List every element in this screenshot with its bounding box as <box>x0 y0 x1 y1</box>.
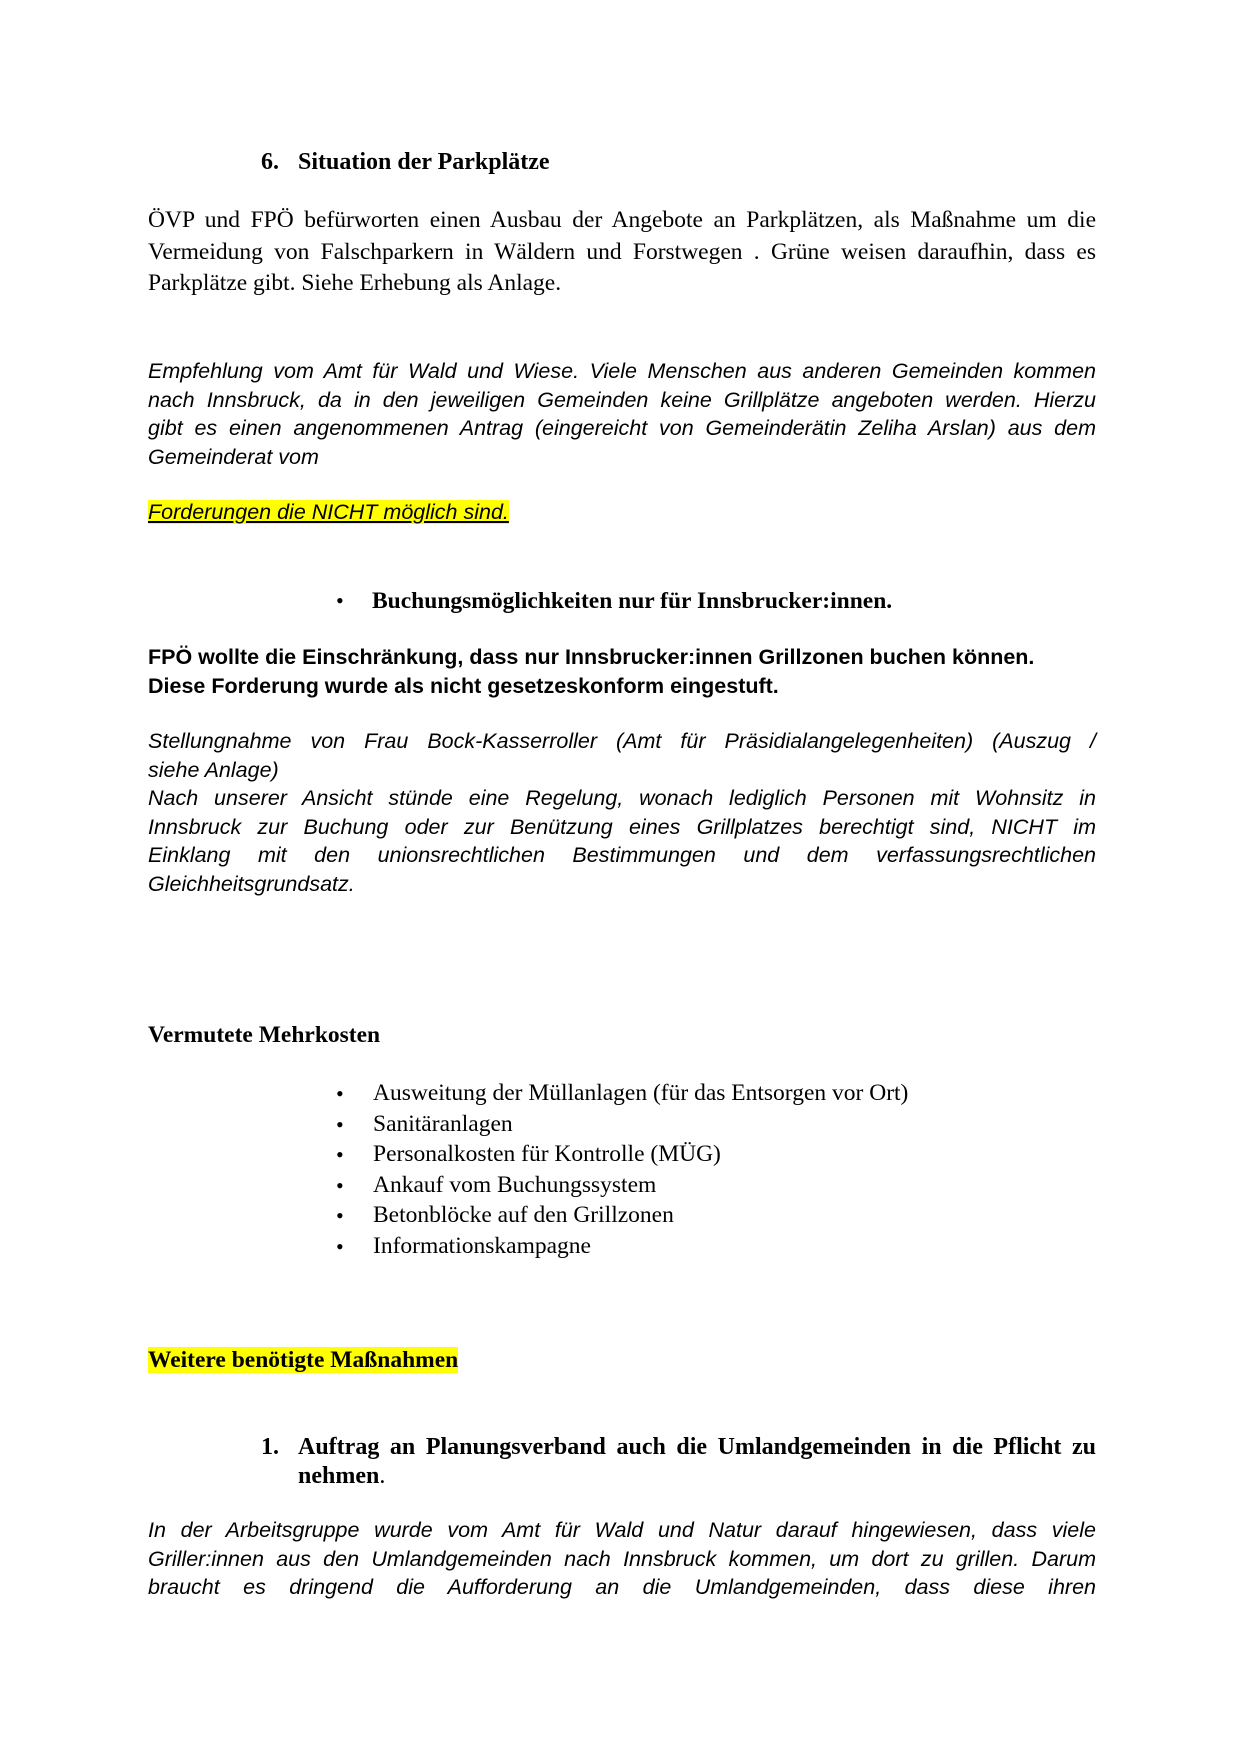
paragraph-line: braucht es dringend die Aufforderung an die Umlandgemeinden, dass diese ihren <box>148 1575 1096 1599</box>
item-title-line: Auftrag an Planungsverband auch die Umlandgemeinden in die Pflicht zu <box>298 1434 1096 1460</box>
not-possible-label-text: Forderungen die NICHT möglich sind. <box>148 500 509 524</box>
section-title: Situation der Parkplätze <box>298 149 550 175</box>
list-item-text: Ankauf vom Buchungssystem <box>373 1172 657 1198</box>
list-item <box>336 1231 1096 1262</box>
list-item-text: Personalkosten für Kontrolle (MÜG) <box>373 1141 721 1167</box>
bullet-dot: • <box>336 1081 344 1106</box>
not-possible-label <box>148 498 509 526</box>
paragraph-line: Vermeidung von Falschparkern in Wäldern und Forstwegen . Grüne weisen daraufhin, dass es <box>148 238 1096 265</box>
paragraph-line: FPÖ wollte die Einschränkung, dass nur Innsbrucker:innen Grillzonen buchen können. <box>148 645 1035 669</box>
paragraph-line: Parkplätze gibt. Siehe Erhebung als Anlage. <box>148 270 562 296</box>
bullet-dot: • <box>336 1112 344 1137</box>
paragraph-line: Griller:innen aus den Umlandgemeinden nach Innsbruck kommen, um dort zu grillen. Darum <box>148 1546 1096 1571</box>
measures-body <box>148 1516 1096 1602</box>
bullet-dot: • <box>336 1234 344 1259</box>
list-item-text: Informationskampagne <box>373 1233 591 1259</box>
item-title-end: . <box>379 1463 386 1489</box>
item-title <box>298 1433 1096 1491</box>
section-number: 6. <box>261 149 279 175</box>
paragraph-line: Diese Forderung wurde als nicht gesetzeskonform eingestuft. <box>148 673 779 698</box>
booking-heading: Buchungsmöglichkeiten nur für Innsbrucker:innen. <box>372 588 893 614</box>
paragraph-line: Nach unserer Ansicht stünde eine Regelung, wonach lediglich Personen mit Wohnsitz in <box>148 786 1096 810</box>
measures-heading <box>148 1346 458 1375</box>
bullet-dot: • <box>336 1173 344 1198</box>
paragraph-line: nach Innsbruck, da in den jeweiligen Gemeinden keine Grillplätze angeboten werden. Hierzu <box>148 387 1096 412</box>
costs-heading: Vermutete Mehrkosten <box>148 1022 381 1048</box>
list-item <box>336 1139 1096 1170</box>
item-title-line: nehmen <box>298 1463 380 1489</box>
legal-statement <box>148 727 1096 898</box>
paragraph-line: In der Arbeitsgruppe wurde vom Amt für Wald und Natur darauf hingewiesen, dass viele <box>148 1518 1096 1542</box>
bullet-dot: • <box>336 588 344 613</box>
list-item <box>336 1170 1096 1201</box>
item-number: 1. <box>261 1434 279 1460</box>
paragraph-line: ÖVP und FPÖ befürworten einen Ausbau der Angebote an Parkplätzen, als Maßnahme um die <box>148 207 1096 233</box>
bullet-dot: • <box>336 1142 344 1167</box>
paragraph-line: Innsbruck zur Buchung oder zur Benützung eines Grillplatzes berechtigt sind, NICHT im <box>148 814 1096 839</box>
measures-heading-text: Weitere benötigte Maßnahmen <box>148 1347 459 1373</box>
section6-paragraph <box>148 205 1096 300</box>
list-item <box>336 1078 1096 1109</box>
list-item-text: Ausweitung der Müllanlagen (für das Entsorgen vor Ort) <box>373 1080 909 1106</box>
fpo-statement <box>148 643 1096 700</box>
paragraph-line: Gemeinderat vom <box>148 444 319 469</box>
list-item-text: Sanitäranlagen <box>373 1111 513 1137</box>
paragraph-line: Stellungnahme von Frau Bock-Kasserroller (Amt für Präsidialangelegenheiten) (Auszug / <box>148 729 1096 753</box>
recommendation-paragraph <box>148 357 1096 471</box>
bullet-dot: • <box>336 1203 344 1228</box>
paragraph-line: gibt es einen angenommenen Antrag (eingereicht von Gemeinderätin Zeliha Arslan) aus dem <box>148 416 1096 440</box>
paragraph-line: siehe Anlage) <box>148 757 279 782</box>
paragraph-line: Einklang mit den unionsrechtlichen Bestimmungen und dem verfassungsrechtlichen <box>148 843 1096 867</box>
list-item <box>336 1200 1096 1231</box>
paragraph-line: Gleichheitsgrundsatz. <box>148 871 355 896</box>
list-item-text: Betonblöcke auf den Grillzonen <box>373 1202 674 1228</box>
list-item <box>336 1109 1096 1140</box>
paragraph-line: Empfehlung vom Amt für Wald und Wiese. Viele Menschen aus anderen Gemeinden kommen <box>148 359 1096 383</box>
